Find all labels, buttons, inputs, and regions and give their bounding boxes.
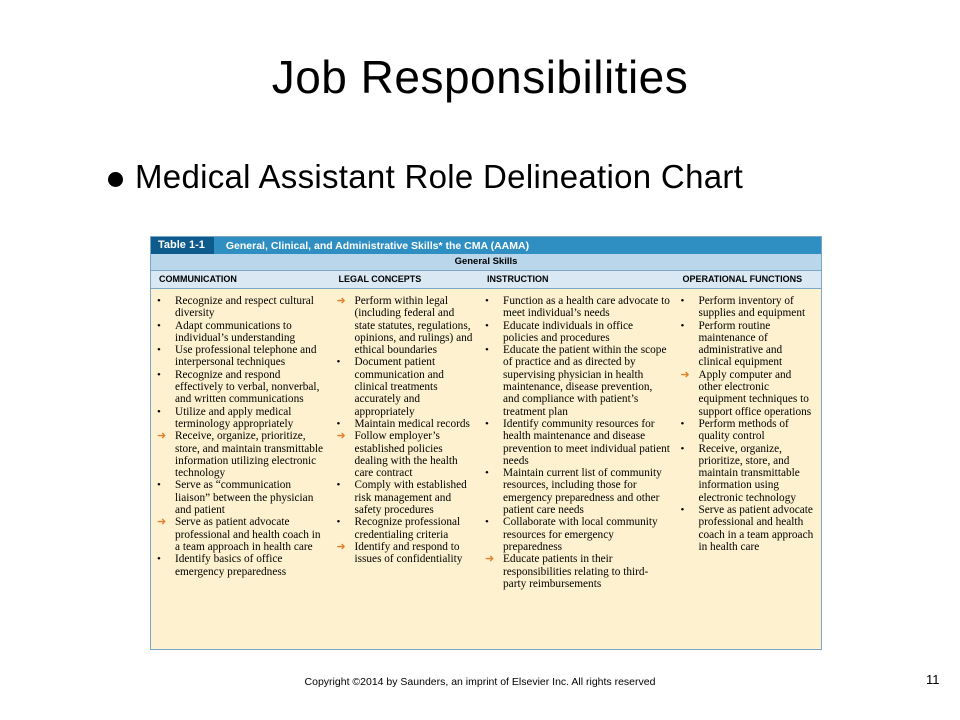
bullet-icon: • xyxy=(680,319,685,332)
bullet-icon: • xyxy=(485,319,489,332)
arrow-icon: ➜ xyxy=(680,368,689,381)
column-operational-functions xyxy=(674,295,821,590)
list-item-text: Recognize and respect cultural diversity xyxy=(175,295,314,320)
column-instruction xyxy=(479,295,674,590)
list-item-text: Educate the patient within the scope of practice and as directed by supervising physician in health maintenance, disease prevention, and compliance with patient’s treatment plan xyxy=(503,344,667,418)
bullet-icon: • xyxy=(485,344,489,357)
list-item-text: Receive, organize, prioritize, store, and maintain transmittable information using electronic technology xyxy=(698,442,800,504)
bullet-icon: • xyxy=(157,553,161,566)
list-item xyxy=(336,418,475,430)
list-item xyxy=(157,430,326,479)
list-item-text: Recognize professional credentialing criteria xyxy=(354,516,461,541)
bullet-icon: • xyxy=(680,417,685,430)
arrow-icon: ➜ xyxy=(485,553,494,566)
list-item xyxy=(157,553,326,578)
list-item xyxy=(157,406,326,431)
bullet-icon: • xyxy=(336,516,341,529)
list-item-text: Identify basics of office emergency preparedness xyxy=(175,553,287,578)
list-item-text: Perform within legal (including federal and state statutes, regulations, opinions, and rulings) and ethical boundaries xyxy=(354,295,473,357)
slide-title: Job Responsibilities xyxy=(271,51,689,103)
page-number: 11 xyxy=(926,672,940,687)
arrow-icon: ➜ xyxy=(157,516,166,529)
list-item xyxy=(336,295,475,356)
list-item xyxy=(680,443,817,504)
list-item-text: Perform routine maintenance of administrative and clinical equipment xyxy=(698,319,783,369)
list-item-text: Serve as patient advocate professional and health coach in a team approach in health care xyxy=(698,504,814,553)
bullet-dot-icon xyxy=(108,172,123,187)
list-item xyxy=(485,553,670,590)
list-item-text: Perform methods of quality control xyxy=(698,417,789,443)
list-item xyxy=(336,479,475,516)
list-item xyxy=(157,320,326,345)
list-item-text: Follow employer’s established policies dealing with the health care contract xyxy=(354,430,458,480)
list-item xyxy=(680,504,817,553)
list-item xyxy=(336,356,475,417)
bullet-icon: • xyxy=(485,516,489,529)
list-item xyxy=(336,430,475,479)
list-item-text: Receive, organize, prioritize, store, and maintain transmittable information utilizing electronic technology xyxy=(175,430,324,480)
list-item-text: Identify community resources for health maintenance and disease prevention to meet individual patient needs xyxy=(503,417,670,467)
bullet-icon: • xyxy=(336,356,341,369)
list-item xyxy=(485,418,670,467)
list-item-text: Apply computer and other electronic equipment techniques to support office operations xyxy=(698,368,812,418)
list-item xyxy=(680,369,817,418)
bullet-icon: • xyxy=(336,417,341,430)
list-item xyxy=(485,344,670,418)
list-item-text: Serve as “communication liaison” between the physician and patient xyxy=(175,479,314,517)
list-item xyxy=(485,295,670,320)
table-body xyxy=(151,289,821,590)
column-headers xyxy=(151,271,821,289)
list-item xyxy=(336,541,475,566)
list-item xyxy=(680,320,817,369)
list-item-text: Recognize and respond effectively to verbal, nonverbal, and written communications xyxy=(175,368,320,406)
bullet-icon: • xyxy=(157,319,161,332)
column-header: OPERATIONAL FUNCTIONS xyxy=(682,274,803,284)
list-item-text: Identify and respond to issues of confidentiality xyxy=(354,540,463,566)
bullet-icon: • xyxy=(157,295,161,307)
column-header: LEGAL CONCEPTS xyxy=(338,274,422,284)
list-item xyxy=(485,516,670,553)
list-item-text: Collaborate with local community resources for emergency preparedness xyxy=(503,516,658,553)
list-item xyxy=(157,369,326,406)
skills-table xyxy=(150,236,822,650)
bullet-text: Medical Assistant Role Delineation Chart xyxy=(135,158,744,195)
list-item-text: Function as a health care advocate to meet individual’s needs xyxy=(503,295,670,320)
bullet-item xyxy=(108,158,743,196)
list-item-text: Adapt communications to individual’s understanding xyxy=(175,319,296,344)
column-header: COMMUNICATION xyxy=(159,274,237,284)
list-item-text: Perform inventory of supplies and equipment xyxy=(698,295,806,320)
list-item xyxy=(680,418,817,443)
list-item xyxy=(485,467,670,516)
list-item-text: Maintain medical records xyxy=(354,417,470,430)
list-item-text: Document patient communication and clinical treatments accurately and appropriately xyxy=(354,356,444,418)
list-item xyxy=(485,320,670,345)
bullet-icon: • xyxy=(485,417,489,430)
column-legal-concepts xyxy=(330,295,479,590)
list-item-text: Use professional telephone and interpersonal techniques xyxy=(175,344,317,369)
arrow-icon: ➜ xyxy=(157,430,166,443)
list-item xyxy=(680,295,817,320)
bullet-icon: • xyxy=(157,368,161,381)
list-item-text: Educate patients in their responsibilities relating to third-party reimbursements xyxy=(503,553,649,590)
list-item xyxy=(157,295,326,320)
table-caption: General, Clinical, and Administrative Skills* the CMA (AAMA) xyxy=(225,239,530,252)
table-header xyxy=(151,237,821,254)
list-item xyxy=(157,516,326,553)
bullet-icon: • xyxy=(485,295,489,307)
bullet-icon: • xyxy=(157,479,161,492)
section-header: General Skills xyxy=(151,254,821,271)
bullet-icon: • xyxy=(157,344,161,357)
list-item-text: Utilize and apply medical terminology appropriately xyxy=(175,405,294,430)
bullet-icon: • xyxy=(680,442,685,455)
bullet-icon: • xyxy=(336,479,341,492)
table-tag: Table 1-1 xyxy=(151,237,214,254)
bullet-icon: • xyxy=(680,504,685,517)
bullet-icon: • xyxy=(485,467,489,480)
list-item xyxy=(157,479,326,516)
list-item xyxy=(157,344,326,369)
bullet-icon: • xyxy=(157,405,161,418)
list-item-text: Educate individuals in office policies and procedures xyxy=(503,319,634,344)
arrow-icon: ➜ xyxy=(336,295,345,307)
arrow-icon: ➜ xyxy=(336,430,345,443)
arrow-icon: ➜ xyxy=(336,540,345,553)
list-item xyxy=(336,516,475,541)
list-item-text: Serve as patient advocate professional and health coach in a team approach in health care xyxy=(175,516,321,553)
list-item-text: Comply with established risk management and safety procedures xyxy=(354,479,467,517)
list-item-text: Maintain current list of community resources, including those for emergency preparedness and other patient care needs xyxy=(503,467,662,517)
bullet-icon: • xyxy=(680,295,685,307)
copyright-footer: Copyright ©2014 by Saunders, an imprint of Elsevier Inc. All rights reserved xyxy=(304,676,656,688)
column-header: INSTRUCTION xyxy=(487,274,549,284)
column-communication xyxy=(151,295,330,590)
